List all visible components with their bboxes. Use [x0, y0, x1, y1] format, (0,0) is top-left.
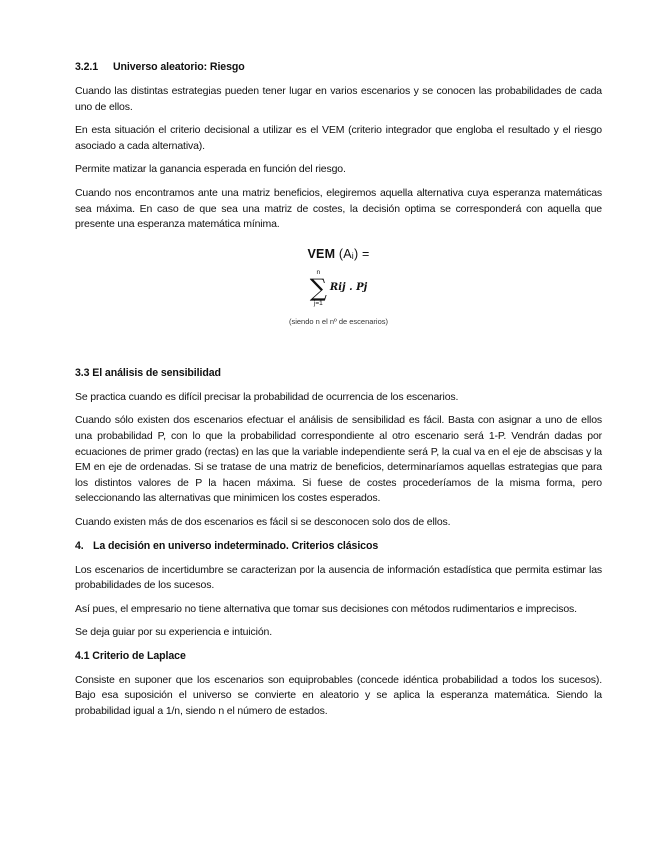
sigma-lower-limit: j=1 [313, 299, 323, 307]
formula-title [75, 247, 602, 261]
paragraph: Cuando nos encontramos ante una matriz beneficios, elegiremos aquella alternativa cuya esperanza matemáticas sea máxima. En caso de que sea una matriz de costes, la decisión optima se corresponderá con aquella que presente una esperanza matemática mínima. [75, 186, 602, 231]
formula-argument: (Aᵢ) = [338, 246, 370, 261]
section-title: La decisión en universo indeterminado. Criterios clásicos [93, 539, 379, 552]
section-title: Universo aleatorio: Riesgo [113, 61, 245, 73]
paragraph: Cuando sólo existen dos escenarios efectuar el análisis de sensibilidad es fácil. Basta con asignar a uno de ellos una probabilidad P, con lo que la probabilidad correspondiente al otro escenario será 1-P. Vendrán dadas por ecuaciones de primer grado (rectas) en las que la variable independiente será P, la cual va en el eje de abscisas y la EM en eje de ordenadas. Si se tratase de una matriz de beneficios, determinaríamos aquellas estrategias que para los distintos valores de P la hacen máxima. Si fuese de costes procederíamos de la misma forma, pero seleccionando las alternativas que minimicen los costes esperados. [75, 414, 602, 505]
formula-vem: VEM [307, 246, 336, 261]
section-number: 3.2.1 [75, 61, 99, 73]
paragraph: En esta situación el criterio decisional a utilizar es el VEM (criterio integrador que engloba el resultado y el riesgo asociado a cada alternativa). [75, 124, 602, 152]
paragraph: Se practica cuando es difícil precisar la probabilidad de ocurrencia de los escenarios. [75, 390, 459, 403]
paragraph: Así pues, el empresario no tiene alternativa que tomar sus decisiones con métodos rudimentarios e imprecisos. [75, 602, 577, 615]
document-page [75, 60, 602, 728]
formula-term: Rij . Pj [329, 282, 368, 294]
section-number: 4. [75, 539, 84, 552]
vem-formula [75, 247, 602, 326]
paragraph: Consiste en suponer que los escenarios son equiprobables (concede idéntica probabilidad a todos los sucesos). Bajo esa suposición el universo se convierte en aleatorio y se aplica la esperanza matemática. Siendo la probabilidad igual a 1/n, siendo n el número de estados. [75, 673, 602, 718]
paragraph: Se deja guiar por su experiencia e intuición. [75, 626, 272, 639]
paragraph: Cuando existen más de dos escenarios es fácil si se desconocen solo dos de ellos. [75, 515, 451, 528]
paragraph: Permite matizar la ganancia esperada en función del riesgo. [75, 163, 346, 176]
sigma-group [310, 269, 327, 307]
summation [310, 269, 367, 307]
sigma-symbol: ∑ [309, 273, 327, 302]
sigma-upper-limit: n [316, 268, 321, 276]
section-3-3-heading: 3.3 El análisis de sensibilidad [75, 366, 221, 379]
section-4-heading [75, 539, 602, 554]
formula-note: (siendo n el nº de escenarios) [288, 316, 389, 326]
paragraph: Cuando las distintas estrategias pueden tener lugar en varios escenarios y se conocen las probabilidades de cada uno de ellos. [75, 85, 602, 113]
section-3-2-1-heading [75, 60, 602, 75]
paragraph: Los escenarios de incertidumbre se caracterizan por la ausencia de información estadística que permita estimar las probabilidades de los sucesos. [75, 563, 602, 592]
section-4-1-heading: 4.1 Criterio de Laplace [75, 649, 186, 662]
spacer [75, 326, 602, 366]
